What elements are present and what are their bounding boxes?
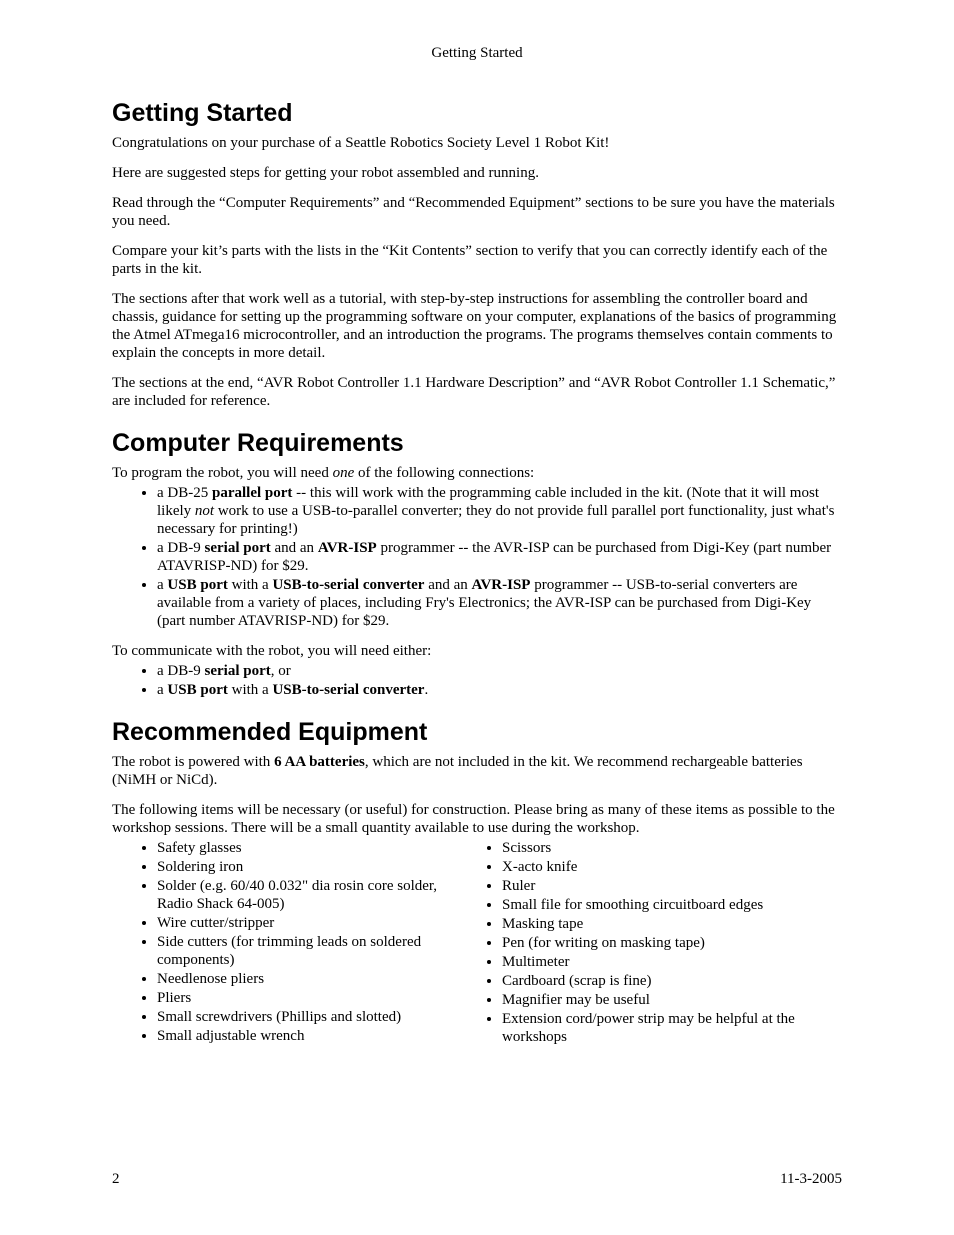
paragraph: Congratulations on your purchase of a Seattle Robotics Society Level 1 Robot Kit! (112, 135, 610, 151)
paragraph: The sections after that work well as a tutorial, with step-by-step instructions for assembling the controller board and chassis, guidance for setting up the programming software on your computer, explanations of the basics of programming the Atmel ATmega16 microcontroller, and an introduction the programs. The programs themselves contain comments to explain the concepts in more detail. (112, 291, 837, 361)
list-item: • Safety glasses (157, 839, 457, 857)
list-item: • a USB port with a USB-to-serial converter. (157, 681, 842, 699)
section-getting-started (112, 98, 842, 410)
list-item: • Pliers (157, 989, 457, 1007)
list-item: • Side cutters (for trimming leads on soldered components) (157, 933, 457, 969)
list-item: • Magnifier may be useful (502, 991, 842, 1009)
page-number: 2 (112, 1171, 120, 1187)
list-item: • Masking tape (502, 915, 842, 933)
list-item: • a USB port with a USB-to-serial converter and an AVR-ISP programmer -- USB-to-serial converters are available from a variety of places, including Fry's Electronics; the AVR-ISP can be purchased from Digi-Key (part number ATAVRISP-ND) for $29. (157, 576, 842, 630)
list-item: • Ruler (502, 877, 842, 895)
paragraph: The following items will be necessary (or useful) for construction. Please bring as many of these items as possible to the workshop sessions. There will be a small quantity available to use during the workshop. (112, 802, 835, 836)
equipment-columns (112, 839, 842, 1047)
list-item: • Small adjustable wrench (157, 1027, 457, 1045)
paragraph: The sections at the end, “AVR Robot Controller 1.1 Hardware Description” and “AVR Robot Controller 1.1 Schematic,” are included for reference. (112, 375, 836, 409)
equipment-column-right (457, 839, 842, 1047)
running-header: Getting Started (431, 45, 523, 61)
section-recommended-equipment (112, 717, 842, 1047)
heading-getting-started: Getting Started (112, 99, 293, 127)
list-item: • a DB-9 serial port and an AVR-ISP programmer -- the AVR-ISP can be purchased from Digi-Key (part number ATAVRISP-ND) for $29. (157, 539, 842, 575)
list-item: • a DB-25 parallel port -- this will work with the programming cable included in the kit. (Note that it will most likely not work to use a USB-to-parallel converter; they do not provide full parallel port functionality, just what's necessary for printing!) (157, 484, 842, 538)
list-item: • a DB-9 serial port, or (157, 662, 842, 680)
paragraph: Here are suggested steps for getting your robot assembled and running. (112, 165, 539, 181)
list-item: • Small file for smoothing circuitboard edges (502, 896, 842, 914)
list-item: • Solder (e.g. 60/40 0.032" dia rosin core solder, Radio Shack 64-005) (157, 877, 457, 913)
programming-connections-list (112, 484, 842, 630)
section-computer-requirements (112, 428, 842, 699)
paragraph: Read through the “Computer Requirements” and “Recommended Equipment” sections to be sure you have the materials you need. (112, 195, 835, 229)
list-item: • X-acto knife (502, 858, 842, 876)
paragraph: To communicate with the robot, you will need either: (112, 643, 432, 659)
list-item: • Multimeter (502, 953, 842, 971)
list-item: • Extension cord/power strip may be helpful at the workshops (502, 1010, 842, 1046)
equipment-list-left (112, 839, 457, 1045)
equipment-column-left (112, 839, 457, 1047)
list-item: • Scissors (502, 839, 842, 857)
paragraph: To program the robot, you will need one of the following connections: (112, 465, 535, 481)
footer-date: 11-3-2005 (780, 1171, 842, 1187)
list-item: • Small screwdrivers (Phillips and slotted) (157, 1008, 457, 1026)
list-item: • Wire cutter/stripper (157, 914, 457, 932)
heading-recommended-equipment: Recommended Equipment (112, 718, 428, 746)
communication-list (112, 662, 842, 699)
document-body (112, 98, 842, 1047)
list-item: • Pen (for writing on masking tape) (502, 934, 842, 952)
list-item: • Cardboard (scrap is fine) (502, 972, 842, 990)
list-item: • Soldering iron (157, 858, 457, 876)
paragraph: The robot is powered with 6 AA batteries, which are not included in the kit. We recommend rechargeable batteries (NiMH or NiCd). (112, 754, 803, 788)
equipment-list-right (457, 839, 842, 1046)
heading-computer-requirements: Computer Requirements (112, 429, 404, 457)
paragraph: Compare your kit’s parts with the lists in the “Kit Contents” section to verify that you can correctly identify each of the parts in the kit. (112, 243, 828, 277)
list-item: • Needlenose pliers (157, 970, 457, 988)
